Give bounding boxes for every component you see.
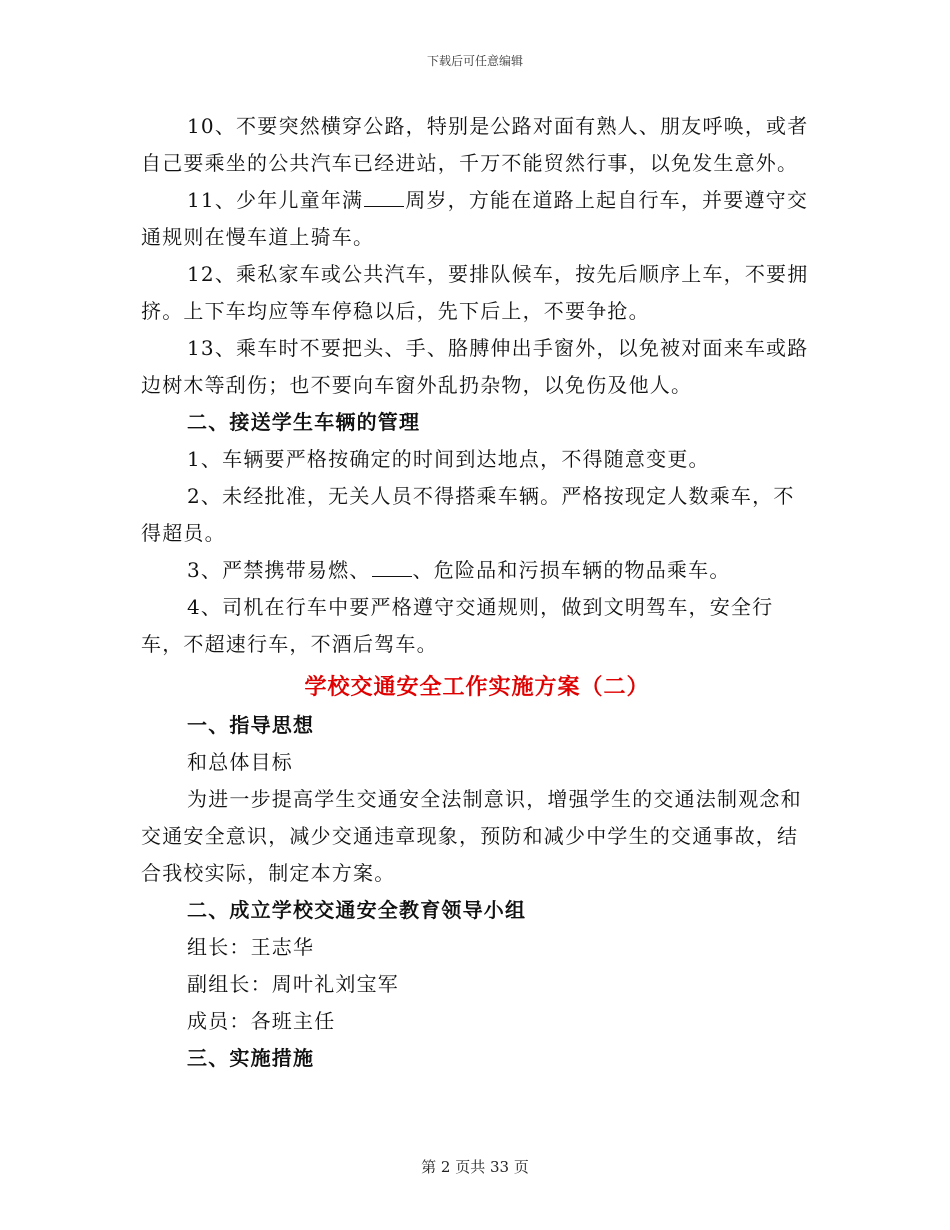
- paragraph-vehicle-rule-3: [141, 552, 813, 589]
- group-members: 成员：各班主任: [187, 1009, 336, 1033]
- group-deputy-leader: 副组长：周叶礼刘宝军: [187, 972, 399, 996]
- section-heading-guiding-ideology: 一、指导思想: [187, 713, 315, 737]
- paragraph-rule-13: 13、乘车时不要把头、手、胳膊伸出手窗外，以免被对面来车或路边树木等刮伤；也不要向车窗外乱扔杂物，以免伤及他人。: [141, 336, 809, 397]
- paragraph-vehicle-rule-2: 2、未经批准，无关人员不得搭乘车辆。严格按现定人数乘车，不得超员。: [141, 484, 795, 545]
- document-title: 学校交通安全工作实施方案（二）: [304, 674, 650, 700]
- section-heading-measures: 三、实施措施: [187, 1046, 315, 1070]
- section-heading-leadership-group: 二、成立学校交通安全教育领导小组: [187, 898, 527, 922]
- page-header: 下载后可任意编辑: [426, 54, 523, 68]
- paragraph-rule-10: 10、不要突然横穿公路，特别是公路对面有熟人、朋友呼唤，或者自己要乘坐的公共汽车已经进站，千万不能贸然行事，以免发生意外。: [141, 114, 809, 175]
- paragraph-rule-11: [141, 182, 813, 256]
- paragraph-purpose: 为进一步提高学生交通安全法制意识，增强学生的交通法制观念和交通安全意识，减少交通违章现象，预防和减少中学生的交通事故，结合我校实际，制定本方案。: [141, 787, 802, 885]
- paragraph-vehicle-rule-1: 1、车辆要严格按确定的时间到达地点，不得随意变更。: [187, 447, 710, 471]
- fill-in-blank: [364, 188, 404, 207]
- paragraph-text-after-blank: 周岁，方能在道路上起自行车，并要遵守交通规则在慢车道上骑车。: [141, 188, 809, 249]
- paragraph-overall-goal: 和总体目标: [187, 750, 293, 774]
- page-footer: 第 2 页共 33 页: [421, 1158, 529, 1176]
- paragraph-text-before-blank: 3、严禁携带易燃、: [187, 558, 371, 582]
- paragraph-text-after-blank: 、危险品和污损车辆的物品乘车。: [412, 558, 731, 582]
- fill-in-blank: [372, 558, 412, 577]
- document-body: [141, 108, 813, 1077]
- paragraph-rule-12: 12、乘私家车或公共汽车，要排队候车，按先后顺序上车，不要拥挤。上下车均应等车停稳以后，先下后上，不要争抢。: [141, 262, 809, 323]
- group-leader: 组长：王志华: [187, 935, 315, 959]
- paragraph-text-before-blank: 11、少年儿童年满: [187, 188, 364, 212]
- paragraph-vehicle-rule-4: 4、司机在行车中要严格遵守交通规则，做到文明驾车，安全行车，不超速行车，不酒后驾车。: [141, 595, 774, 656]
- section-heading-vehicle-management: 二、接送学生车辆的管理: [187, 410, 421, 434]
